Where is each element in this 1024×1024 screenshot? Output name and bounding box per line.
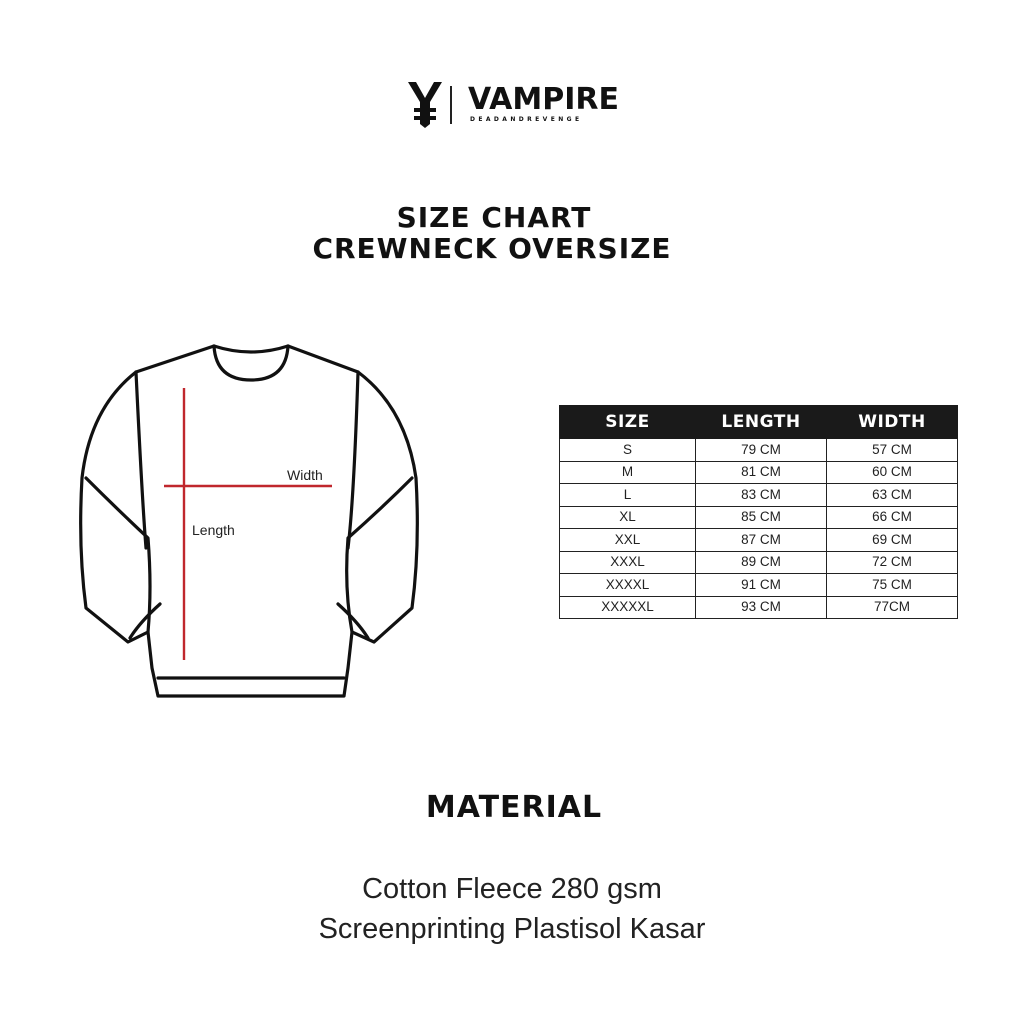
table-row [560, 461, 958, 484]
width-cell: 66 CM [827, 506, 958, 529]
width-cell: 57 CM [827, 439, 958, 462]
size-cell: XXXXXL [560, 596, 696, 619]
table-header-row [560, 406, 958, 439]
brand-tagline: DEADANDREVENGE [470, 116, 583, 123]
sweatshirt-diagram [76, 338, 422, 704]
table-row [560, 439, 958, 462]
size-cell: L [560, 484, 696, 507]
width-cell: 72 CM [827, 551, 958, 574]
logo-divider [450, 86, 452, 124]
material-title: MATERIAL [425, 790, 603, 825]
material-line: Cotton Fleece 280 gsm [362, 873, 662, 905]
header-size: SIZE [560, 406, 696, 439]
header-width: WIDTH [827, 406, 958, 439]
header-length: LENGTH [696, 406, 827, 439]
table-row [560, 529, 958, 552]
size-cell: M [560, 461, 696, 484]
brand-logo [406, 80, 620, 128]
size-cell: XL [560, 506, 696, 529]
length-cell: 87 CM [696, 529, 827, 552]
measure-lines [164, 388, 332, 660]
length-cell: 89 CM [696, 551, 827, 574]
length-cell: 93 CM [696, 596, 827, 619]
width-cell: 60 CM [827, 461, 958, 484]
width-cell: 77CM [827, 596, 958, 619]
length-cell: 79 CM [696, 439, 827, 462]
width-cell: 75 CM [827, 574, 958, 597]
table-row [560, 551, 958, 574]
length-cell: 81 CM [696, 461, 827, 484]
sweatshirt-outline-icon [76, 338, 422, 704]
table-row [560, 596, 958, 619]
brand-name: VAMPIRE [468, 82, 619, 117]
page-subtitle: CREWNECK OVERSIZE [312, 232, 672, 265]
size-cell: XXXL [560, 551, 696, 574]
size-table [559, 405, 958, 619]
size-cell: XXXXL [560, 574, 696, 597]
width-label: Width [287, 467, 323, 483]
length-label: Length [192, 522, 235, 538]
length-cell: 91 CM [696, 574, 827, 597]
length-cell: 83 CM [696, 484, 827, 507]
width-cell: 63 CM [827, 484, 958, 507]
table-row [560, 506, 958, 529]
size-cell: S [560, 439, 696, 462]
table-row [560, 574, 958, 597]
material-line: Screenprinting Plastisol Kasar [318, 913, 706, 945]
width-cell: 69 CM [827, 529, 958, 552]
page-title: SIZE CHART [396, 201, 592, 234]
length-cell: 85 CM [696, 506, 827, 529]
yen-dagger-icon [406, 80, 446, 128]
size-cell: XXL [560, 529, 696, 552]
table-row [560, 484, 958, 507]
